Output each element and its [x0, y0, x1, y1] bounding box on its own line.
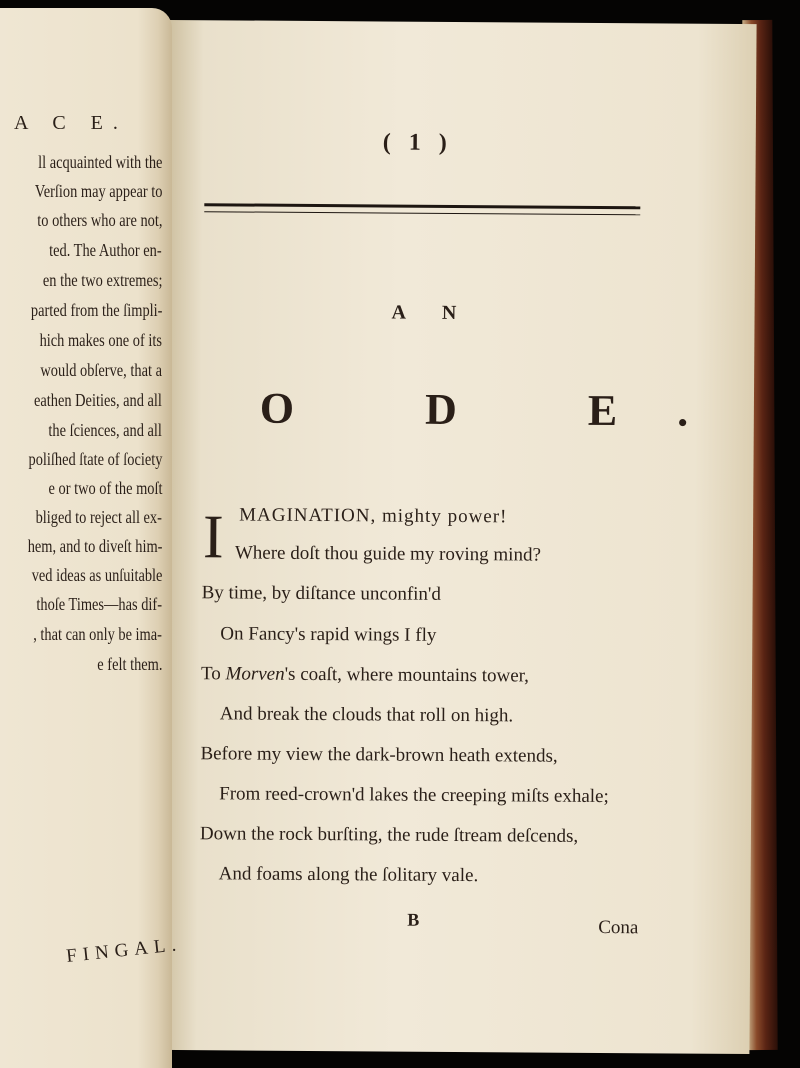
- page-footer: FINGAL.: [65, 933, 184, 968]
- poem-line: Where doſt thou guide my roving mind?: [234, 542, 542, 566]
- text-line: to others who are not,: [36, 210, 162, 230]
- poem-line: On Fancy's rapid wings I fly: [220, 623, 437, 646]
- text-line: hich makes one of its: [39, 330, 162, 350]
- title-small: A N: [391, 301, 473, 325]
- text-line: e or two of the moſt: [48, 478, 162, 498]
- right-page: [161, 20, 756, 1054]
- line-rest: 's coaſt, where mountains tower,: [284, 663, 530, 687]
- text-line: e felt them.: [96, 654, 162, 674]
- poem-line: Before my view the dark-brown heath extends,: [200, 743, 558, 767]
- title-large: O D E.: [259, 383, 749, 437]
- text-line: parted from the ſimpli-: [30, 300, 162, 320]
- page-number: ( 1 ): [382, 129, 453, 156]
- left-page: [0, 8, 184, 1068]
- text-line: bliged to reject all ex-: [35, 507, 162, 527]
- text-line: ll acquainted with the: [37, 152, 162, 172]
- text-line: en the two extremes;: [42, 270, 162, 290]
- text-line: would obſerve, that a: [40, 360, 162, 380]
- text-line: the ſciences, and all: [48, 420, 162, 440]
- catchword: Cona: [598, 916, 639, 939]
- text-line: Verſion may appear to: [34, 181, 162, 201]
- text-line: ved ideas as unſuitable: [31, 565, 162, 585]
- poem-line: From reed-crown'd lakes the creeping miſts exhale;: [219, 783, 609, 808]
- poem-line: [201, 663, 529, 687]
- text-line: eathen Deities, and all: [34, 390, 162, 410]
- poem-line: And foams along the ſolitary vale.: [218, 863, 479, 887]
- rule: [204, 211, 640, 215]
- rule: [204, 203, 640, 209]
- text-line: thoſe Times—has dif-: [36, 594, 162, 614]
- poem-line: And break the clouds that roll on high.: [219, 703, 514, 727]
- text-line: poliſhed ſtate of ſociety: [28, 449, 162, 469]
- running-head: A C E.: [14, 112, 128, 134]
- italic-place-name: Morven: [225, 663, 285, 685]
- text-line: ted. The Author en-: [49, 240, 162, 260]
- text-line: hem, and to diveſt him-: [27, 536, 162, 556]
- poem-line: Down the rock burſting, the rude ſtream deſcends,: [199, 823, 579, 847]
- poem-line: MAGINATION, mighty power!: [239, 504, 508, 528]
- poem-line: By time, by diſtance unconfin'd: [201, 582, 441, 605]
- signature-mark: B: [407, 909, 420, 930]
- text-line: , that can only be ima-: [33, 624, 162, 644]
- line-prefix: To: [200, 663, 226, 685]
- drop-cap: I: [202, 503, 224, 572]
